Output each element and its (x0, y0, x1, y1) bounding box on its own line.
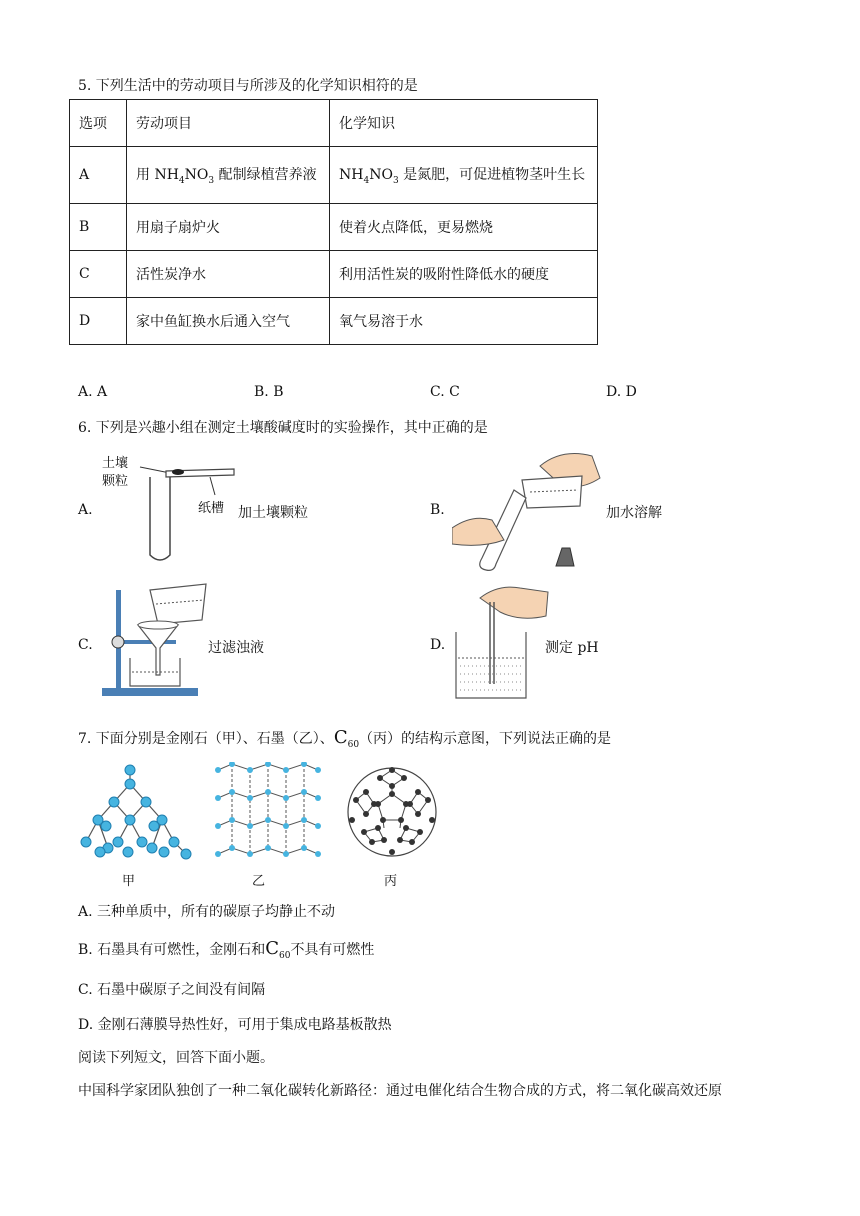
row-option: B (70, 204, 127, 251)
row-option: D (70, 298, 127, 345)
row-task: 用扇子扇炉火 (127, 204, 330, 251)
q6-a-tag-soil: 土壤 (102, 456, 129, 471)
c60-fullerene-illustration (344, 764, 440, 860)
header-task: 劳动项目 (127, 100, 330, 147)
q5-choice-b: B. B (254, 384, 284, 400)
q6-d-letter: D. (430, 637, 446, 653)
ph-test-beaker-illustration (450, 582, 550, 707)
header-knowledge: 化学知识 (330, 100, 598, 147)
q6-d-caption: 测定 pH (545, 640, 599, 656)
table-row (70, 298, 598, 345)
fig-label-jia: 甲 (122, 874, 136, 889)
hand-pouring-water-illustration (452, 448, 602, 578)
q6-a-tag-paper: 纸槽 (198, 501, 225, 516)
q6-a-letter: A. (78, 502, 93, 518)
row-task: 用 $NH_4NO_3$ 配制绿植营养液 (127, 147, 330, 204)
q6-b-caption: 加水溶解 (606, 505, 662, 521)
fig-label-bing: 丙 (384, 874, 398, 889)
q6-c-letter: C. (78, 637, 93, 653)
q5-choice-d: D. D (606, 384, 637, 400)
row-knowledge: 氧气易溶于水 (330, 298, 598, 345)
diamond-structure-illustration (78, 762, 193, 862)
table-row (70, 147, 598, 204)
q7-option-d: D. 金刚石薄膜导热性好，可用于集成电路基板散热 (78, 1017, 392, 1033)
filtration-apparatus-illustration (98, 580, 213, 705)
row-knowledge: 利用活性炭的吸附性降低水的硬度 (330, 251, 598, 298)
row-knowledge: 使着火点降低，更易燃烧 (330, 204, 598, 251)
q7-option-c: C. 石墨中碳原子之间没有间隔 (78, 982, 266, 998)
q7-option-a: A. 三种单质中，所有的碳原子均静止不动 (78, 904, 336, 920)
row-knowledge: $NH_4NO_3$ 是氮肥，可促进植物茎叶生长 (330, 147, 598, 204)
q6-b-letter: B. (430, 502, 445, 518)
header-option: 选项 (70, 100, 127, 147)
reading-intro: 阅读下列短文，回答下面小题。 (78, 1050, 274, 1066)
test-tube-paper-trough-illustration (130, 455, 245, 565)
graphite-structure-illustration (212, 762, 324, 862)
row-option: A (70, 147, 127, 204)
q5-stem: 5. 下列生活中的劳动项目与所涉及的化学知识相符的是 (78, 78, 418, 94)
q6-a-caption: 加土壤颗粒 (238, 505, 308, 521)
q6-c-caption: 过滤浊液 (208, 640, 264, 656)
q5-table (69, 99, 598, 345)
row-task: 家中鱼缸换水后通入空气 (127, 298, 330, 345)
table-row (70, 204, 598, 251)
row-task: 活性炭净水 (127, 251, 330, 298)
q5-choice-a: A. A (78, 384, 108, 400)
table-row (70, 251, 598, 298)
fig-label-yi: 乙 (252, 874, 266, 889)
row-option: C (70, 251, 127, 298)
q5-choice-c: C. C (430, 384, 460, 400)
q6-stem: 6. 下列是兴趣小组在测定土壤酸碱度时的实验操作，其中正确的是 (78, 420, 488, 436)
q7-stem: 7. 下面分别是金刚石（甲）、石墨（乙）、$C_{60}$（丙）的结构示意图，下列说法正确的是 (78, 727, 612, 750)
table-header-row (70, 100, 598, 147)
q6-a-tag-granule: 颗粒 (102, 474, 129, 489)
reading-paragraph: 中国科学家团队独创了一种二氧化碳转化新路径：通过电催化结合生物合成的方式，将二氧化碳高效还原 (78, 1083, 722, 1099)
q7-option-b: B. 石墨具有可燃性，金刚石和$C_{60}$不具有可燃性 (78, 938, 375, 961)
